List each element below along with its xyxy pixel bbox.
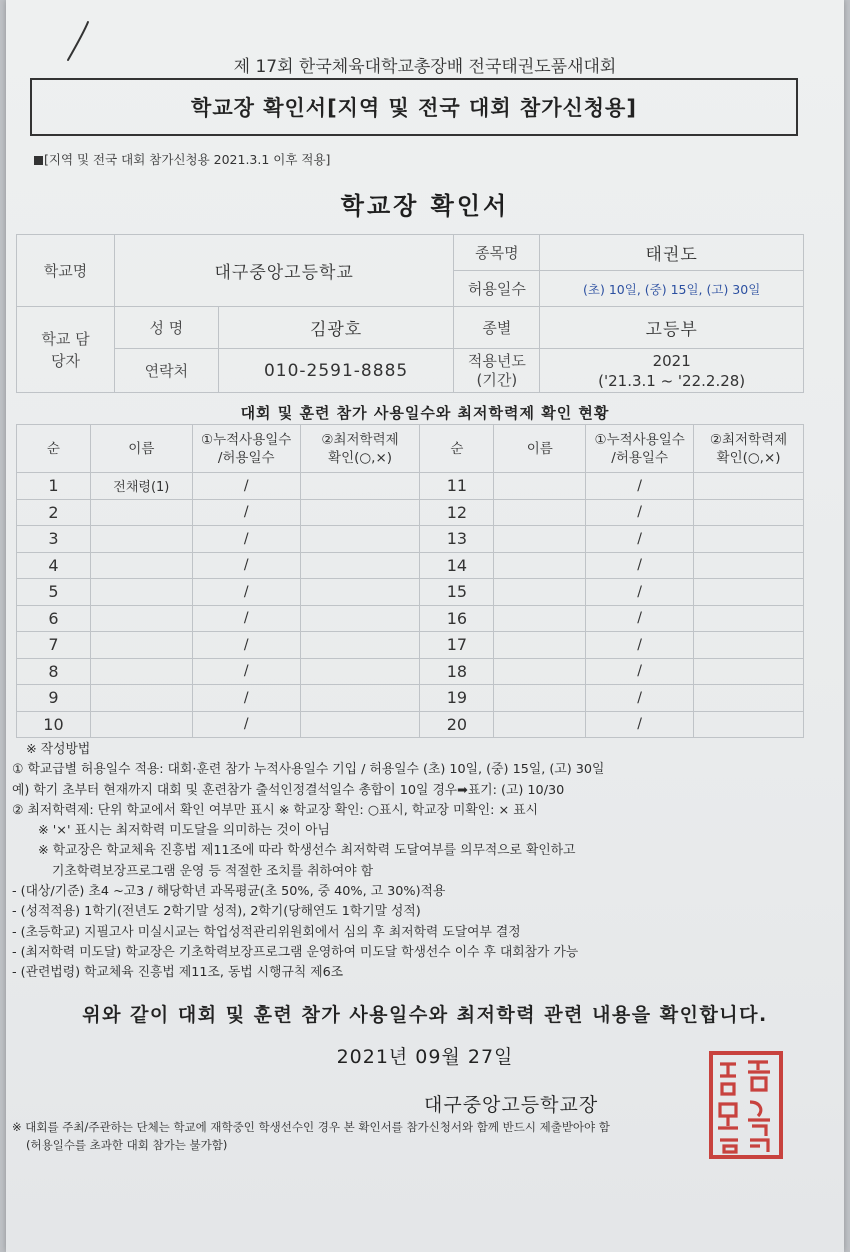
header-academic: ②최저학력제 확인(○,×) (300, 425, 420, 473)
row-days: / (192, 605, 300, 632)
footer-line-2: (허용일수를 초과한 대회 참가는 불가함) (26, 1138, 228, 1152)
row-days: / (586, 685, 694, 712)
row-academic-check (300, 685, 420, 712)
row-academic-check (694, 552, 804, 579)
row-name (494, 685, 586, 712)
date-text: 2021년 09월 27일 (336, 1046, 514, 1068)
table-row (17, 605, 804, 632)
table-row (17, 499, 804, 526)
row-number: 5 (17, 579, 91, 606)
year-label: 적용년도 (기간) (454, 349, 540, 393)
row-days: / (192, 685, 300, 712)
row-number: 4 (17, 552, 91, 579)
event-label: 종목명 (454, 235, 540, 271)
row-name (494, 473, 586, 500)
document-page (6, 0, 844, 1252)
row-academic-check (694, 658, 804, 685)
row-academic-check (300, 605, 420, 632)
row-name (90, 658, 192, 685)
table-row (17, 579, 804, 606)
row-days: / (586, 579, 694, 606)
form-title: 학교장 확인서[지역 및 전국 대회 참가신청용] (191, 96, 637, 120)
instruction-line: 기초학력보장프로그램 운영 등 적절한 조치를 취하여야 함 (52, 863, 374, 879)
school-seal-icon (708, 1050, 784, 1160)
row-academic-check (694, 632, 804, 659)
row-academic-check (694, 605, 804, 632)
contact-group-label: 학교 담당자 (17, 307, 115, 393)
confirmation-text: 위와 같이 대회 및 훈련 참가 사용일수와 최저학력 관련 내용을 확인합니다. (82, 1004, 768, 1026)
table-row (17, 473, 804, 500)
row-name (494, 579, 586, 606)
name-value: 김광호 (218, 307, 454, 349)
school-label: 학교명 (17, 235, 115, 307)
row-name (90, 552, 192, 579)
row-name (90, 526, 192, 553)
form-title-box (30, 78, 798, 136)
row-days: / (192, 526, 300, 553)
row-name (90, 499, 192, 526)
square-bullet-icon (34, 156, 43, 165)
row-days: / (192, 711, 300, 738)
header-academic-right: ②최저학력제 확인(○,×) (694, 425, 804, 473)
row-academic-check (300, 632, 420, 659)
row-name (90, 605, 192, 632)
row-number: 2 (17, 499, 91, 526)
instruction-line: - (성적적용) 1학기(전년도 2학기말 성적), 2학기(당해연도 1학기말 성적) (12, 904, 421, 920)
row-name (90, 711, 192, 738)
header-name-right: 이름 (494, 425, 586, 473)
footer-note (12, 1118, 610, 1154)
row-days: / (586, 605, 694, 632)
row-academic-check (694, 711, 804, 738)
event-value: 태권도 (540, 235, 804, 271)
table-row (17, 711, 804, 738)
header-days-right: ①누적사용일수 /허용일수 (586, 425, 694, 473)
instruction-line: - (관련법령) 학교체육 진흥법 제11조, 동법 시행규칙 제6조 (12, 965, 344, 981)
row-days: / (192, 499, 300, 526)
row-academic-check (300, 658, 420, 685)
school-value: 대구중앙고등학교 (114, 235, 453, 307)
doc-title: 학교장 확인서 (340, 192, 510, 220)
row-name (494, 605, 586, 632)
row-number: 7 (17, 632, 91, 659)
row-days: / (192, 632, 300, 659)
row-academic-check (300, 552, 420, 579)
row-number: 6 (17, 605, 91, 632)
row-number: 8 (17, 658, 91, 685)
row-name (494, 632, 586, 659)
table-row (17, 632, 804, 659)
phone-label: 연락처 (114, 349, 218, 393)
row-number: 11 (420, 473, 494, 500)
row-number: 13 (420, 526, 494, 553)
header-name: 이름 (90, 425, 192, 473)
table-row (17, 552, 804, 579)
row-number: 9 (17, 685, 91, 712)
row-academic-check (694, 499, 804, 526)
period-value: ('21.3.1 ~ '22.2.28) (598, 371, 746, 390)
allow-value: (초) 10일, (중) 15일, (고) 30일 (540, 271, 804, 307)
table-row (17, 685, 804, 712)
row-academic-check (694, 473, 804, 500)
row-days: / (586, 552, 694, 579)
row-days: / (586, 499, 694, 526)
records-table (16, 424, 804, 738)
row-number: 1 (17, 473, 91, 500)
year-cell (540, 349, 804, 393)
row-days: / (192, 473, 300, 500)
instruction-line: ① 학교급별 허용일수 적용: 대회·훈련 참가 누적사용일수 기입 / 허용일수 (초) 10일, (중) 15일, (고) 30일 (12, 762, 605, 778)
row-days: / (192, 658, 300, 685)
division-value: 고등부 (540, 307, 804, 349)
row-name (494, 711, 586, 738)
status-title: 대회 및 훈련 참가 사용일수와 최저학력제 확인 현황 (240, 404, 610, 422)
row-number: 12 (420, 499, 494, 526)
instruction-line: ※ '×' 표시는 최저학력 미도달을 의미하는 것이 아님 (38, 823, 330, 839)
row-number: 3 (17, 526, 91, 553)
row-number: 14 (420, 552, 494, 579)
year-value: 2021 (652, 351, 691, 370)
header-order: 순 (17, 425, 91, 473)
header-order-right: 순 (420, 425, 494, 473)
row-academic-check (694, 685, 804, 712)
row-number: 16 (420, 605, 494, 632)
table-header-row (17, 425, 804, 473)
row-number: 18 (420, 658, 494, 685)
row-name: 전채령(1) (90, 473, 192, 500)
info-table (16, 234, 804, 393)
row-name (90, 632, 192, 659)
row-number: 10 (17, 711, 91, 738)
row-name (494, 552, 586, 579)
instruction-line: ※ 학교장은 학교체육 진흥법 제11조에 따라 학생선수 최저학력 도달여부를 의무적으로 확인하고 (38, 843, 576, 859)
row-name (494, 499, 586, 526)
row-name (494, 526, 586, 553)
row-name (494, 658, 586, 685)
instruction-line: - (최저학력 미도달) 학교장은 기초학력보장프로그램 운영하여 미도달 학생선수 이수 후 대회참가 가능 (12, 944, 579, 960)
row-number: 20 (420, 711, 494, 738)
header-days: ①누적사용일수 /허용일수 (192, 425, 300, 473)
row-academic-check (300, 526, 420, 553)
row-days: / (192, 579, 300, 606)
division-label: 종별 (454, 307, 540, 349)
applies-note-text: [지역 및 전국 대회 참가신청용 2021.3.1 이후 적용] (44, 152, 331, 167)
name-label: 성 명 (114, 307, 218, 349)
row-number: 15 (420, 579, 494, 606)
row-days: / (586, 632, 694, 659)
row-academic-check (300, 473, 420, 500)
principal-name: 대구중앙고등학교장 (424, 1094, 599, 1116)
row-name (90, 579, 192, 606)
row-academic-check (694, 579, 804, 606)
instruction-line: - (대상/기준) 초4 ~고3 / 해당학년 과목평균(초 50%, 중 40%, 고 30%)적용 (12, 884, 446, 900)
instruction-line: 예) 학기 초부터 현재까지 대회 및 훈련참가 출석인정결석일수 총합이 10일 경우➡표기: (고) 10/30 (12, 782, 565, 798)
instruction-line: ※ 작성방법 (26, 742, 91, 757)
records-body (17, 473, 804, 738)
row-name (90, 685, 192, 712)
row-number: 19 (420, 685, 494, 712)
footer-line-1: ※ 대회를 주최/주관하는 단체는 학교에 재학중인 학생선수인 경우 본 확인서를 참가신청서와 함께 반드시 제출받아야 함 (12, 1120, 610, 1134)
instructions (12, 740, 832, 984)
row-number: 17 (420, 632, 494, 659)
instruction-line: - (초등학교) 지필고사 미실시교는 학업성적관리위원회에서 심의 후 최저학력 도달여부 결정 (12, 924, 521, 940)
row-days: / (192, 552, 300, 579)
event-title: 제 17회 한국체육대학교총장배 전국태권도품새대회 (233, 57, 617, 77)
row-academic-check (300, 711, 420, 738)
row-days: / (586, 473, 694, 500)
row-academic-check (300, 579, 420, 606)
applies-note (34, 150, 330, 168)
instruction-line: ② 최저학력제: 단위 학교에서 확인 여부만 표시 ※ 학교장 확인: ○표시, 학교장 미확인: × 표시 (12, 802, 538, 818)
row-days: / (586, 658, 694, 685)
allow-label: 허용일수 (454, 271, 540, 307)
table-row (17, 526, 804, 553)
row-academic-check (694, 526, 804, 553)
phone-value: 010-2591-8885 (218, 349, 454, 393)
row-academic-check (300, 499, 420, 526)
table-row (17, 658, 804, 685)
row-days: / (586, 711, 694, 738)
row-days: / (586, 526, 694, 553)
